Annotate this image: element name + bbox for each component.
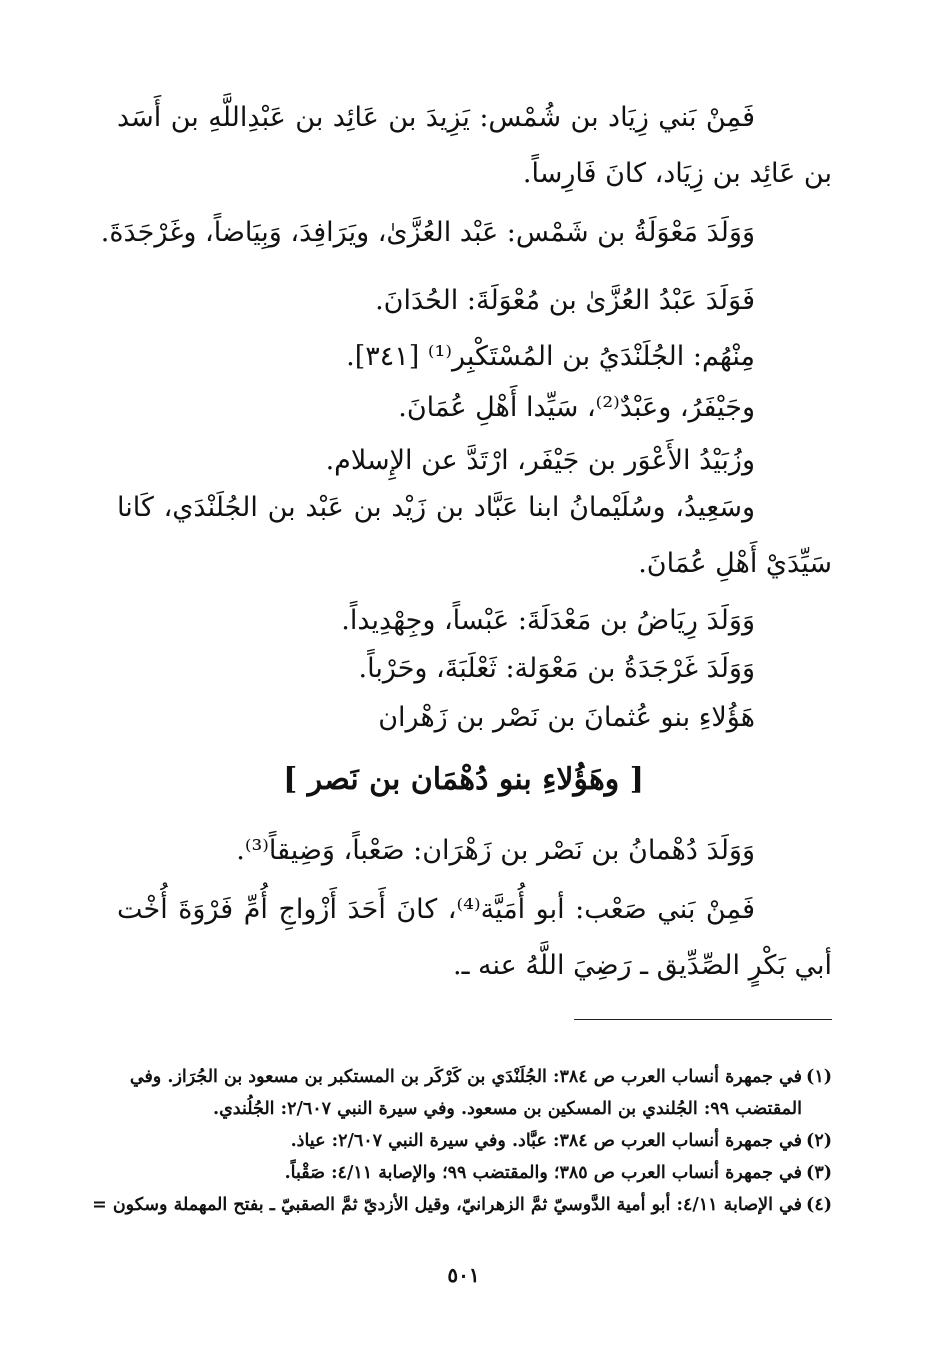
paragraph-duhman: وَوَلَدَ دُهْمانُ بن نَصْر بن زَهْرَان: صَعْباً، وَضِيقاً⁽³⁾.: [236, 835, 755, 866]
page-number: ٥٠١: [447, 1263, 480, 1287]
footnote-3-number: (٣): [806, 1163, 832, 1183]
footnote-1-text: في جمهرة أنساب العرب ص ٣٨٤: الجُلَنْدَي بن كَرْكَر بن المستكبر بن مسعود بن الجُرَاز. وفي: [129, 1067, 802, 1087]
paragraph-zubayd: وزُبَيْدُ الأَعْوَر بن جَيْفَر، ارْتَدَّ عن الإِسلام.: [325, 445, 755, 476]
footnote-2-number: (٢): [806, 1131, 832, 1151]
footnote-4-text: في الإصابة ٤/١١: أبو أمية الدَّوسيّ ثمَّ الزهرانيّ، وقيل الأزديّ ثمَّ الصقبيّ ـ بفتح المهملة وسكون =: [92, 1195, 802, 1215]
footnote-1: [92, 1062, 832, 1092]
paragraph-jayfar: وجَيْفَرُ، وعَبْدٌ⁽²⁾، سَيِّدا أَهْلِ عُمَانَ.: [398, 392, 755, 423]
footnote-3: [92, 1158, 832, 1188]
footnote-1-continuation: المقتضب ٩٩: الجُلندي بن المسكين بن مسعود. وفي سيرة النبي ٢/٦٠٧: الجُلُندي.: [213, 1099, 802, 1119]
footnote-separator: [574, 1019, 832, 1020]
paragraph-riyad: وَوَلَدَ رِيَاضُ بن مَعْدَلَةَ: عَبْساً، وجِهْدِيداً.: [341, 605, 755, 636]
paragraph-bani-uthman: هَؤُلاءِ بنو عُثمانَ بن نَصْر بن زَهْران: [378, 702, 755, 733]
footnote-2: [92, 1126, 832, 1156]
paragraph-julanda: مِنْهُم: الجُلَنْدَيُ بن المُسْتَكْبِر⁽¹⁾ [٣٤١].: [346, 341, 755, 372]
paragraph-bani-sab: فَمِنْ بَني صَعْب: أبو أُمَيَّة⁽⁴⁾، كانَ أَحَدَ أَزْواجِ أُمِّ فَرْوَةَ أُخْت أبي بَكْرٍ الصِّدِّيق ـ رَضِيَ اللَّهُ عنه ـ.: [117, 894, 832, 981]
paragraph-gharjada: وَوَلَدَ غَرْجَدَةُ بن مَعْوَلة: ثَعْلَبَةَ، وحَرْباً.: [358, 653, 755, 684]
footnote-3-text: في جمهرة أنساب العرب ص ٣٨٥؛ والمقتضب ٩٩؛ والإصابة ٤/١١: صَقْباً.: [284, 1163, 802, 1183]
paragraph-bani-ziyad: فَمِنْ بَني زِيَاد بن شُمْس: يَزِيدَ بن عَائِد بن عَبْدِاللَّهِ بن أَسَد بن عَائِد بن زِيَاد، كانَ فَارِساً.: [117, 102, 832, 189]
footnote-4-number: (٤): [806, 1195, 832, 1215]
section-heading: [ وهَؤُلاءِ بنو دُهْمَان بن نَصر ]: [283, 762, 644, 797]
paragraph-abd-al-uzza: فَوَلَدَ عَبْدُ العُزَّىٰ بن مُعْوَلَةَ: الحُدَانَ.: [375, 285, 755, 316]
footnote-4: [92, 1190, 832, 1220]
paragraph-said-sulayman: وسَعِيدُ، وسُلَيْمانُ ابنا عَبَّاد بن زَيْد بن عَبْد بن الجُلَنْدَي، كَانا سَيِّدَيْ أَهْلِ عُمَانَ.: [117, 492, 832, 579]
paragraph-mawla-children: وَوَلَدَ مَعْوَلَةُ بن شَمْس: عَبْد العُزَّىٰ، ويَرَافِدَ، وَبِيَاضاً، وغَرْجَدَةَ.: [100, 217, 755, 248]
footnote-2-text: في جمهرة أنساب العرب ص ٣٨٤: عبَّاد. وفي سيرة النبي ٢/٦٠٧: عياذ.: [290, 1131, 802, 1151]
footnote-1-number: (١): [806, 1067, 832, 1087]
